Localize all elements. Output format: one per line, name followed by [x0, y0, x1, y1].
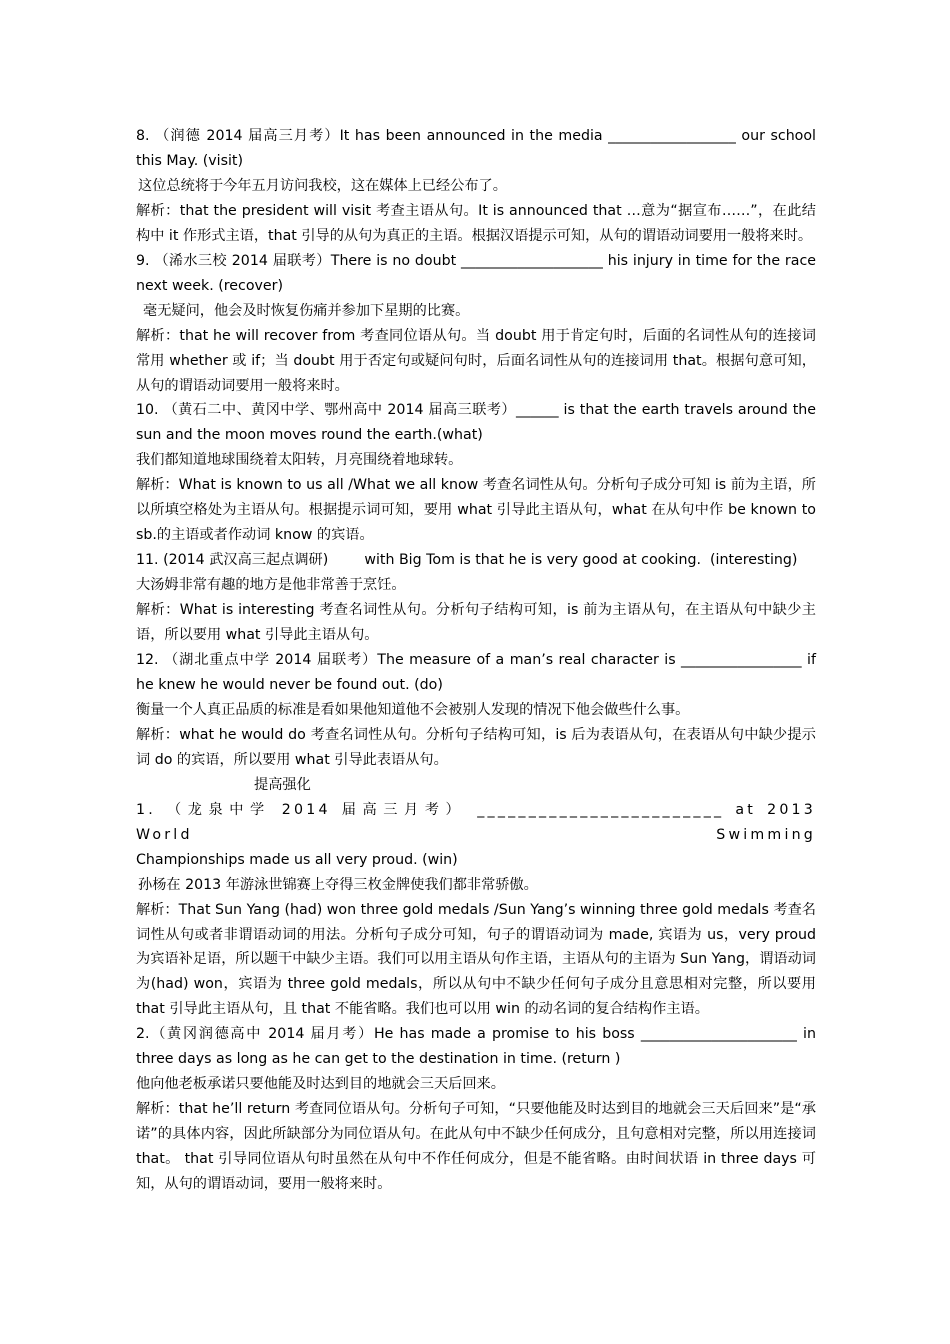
q8-analysis: 解析：that the president will visit 考查主语从句。It is announced that …意为“据宣布……”，在此结构中 it 作形式主语，that 引导的从句为真正的主语。根据汉语提示可知，从句的谓语动词要用一般将来时。: [136, 202, 816, 244]
section-title: 提高强化: [254, 776, 311, 793]
s2-analysis: 解析：that he’ll return 考查同位语从句。分析句子可知，“只要他能及时达到目的地就会三天后回来”是“承诺”的具体内容，因此所缺部分为同位语从句。在此从句中不缺少任何成分，且句意相对完整，所以用连接词 that。 that 引导同位语从句时虽然在从句中不作任何成分，但是不能省略。由时间状语 in three days 可知，从句的谓语动词，要用一般将来时。: [136, 1101, 816, 1193]
q10-question: 10. （黄石二中、黄冈中学、鄂州高中 2014 届高三联考）______ is that the earth travels around the sun and the moon moves round the earth.(what): [136, 402, 816, 444]
q11-translation: 大汤姆非常有趣的地方是他非常善于烹饪。: [136, 577, 406, 594]
document-page: [136, 124, 816, 1197]
s1-question-line2: Championships made us all very proud. (win): [136, 851, 458, 868]
q11-question: 11. (2014 武汉高三起点调研) with Big Tom is that he is very good at cooking. (interesting): [136, 552, 798, 569]
q9-translation: 毫无疑问，他会及时恢复伤痛并参加下星期的比赛。: [143, 302, 470, 319]
q12-question: 12. （湖北重点中学 2014 届联考）The measure of a man’s real character is _________________ if he knew he would never be found out. (do): [136, 652, 816, 693]
s1-analysis: 解析：That Sun Yang (had) won three gold medals /Sun Yang’s winning three gold medals 考查名词性从句或者非谓语动词的用法。分析句子成分可知，句子的谓语动词为 made, 宾语为 us，very proud 为宾语补足语，所以题干中缺少主语。我们可以用主语从句作主语，主语从句的主语为 Sun Yang，谓语动词为(had) won，宾语为 three gold medals，所以从句中不缺少任何句子成分且意思相对完整，所以要用 that 引导此主语从句，且 that 不能省略。我们也可以用 win 的动名词的复合结构作主语。: [136, 901, 816, 1018]
s2-question: 2.（黄冈润德高中 2014 届月考）He has made a promise to his boss ______________________ in three days as long as he can get to the destination in time. (return ): [136, 1026, 816, 1068]
q9-analysis: 解析：that he will recover from 考查同位语从句。当 doubt 用于肯定句时，后面的名词性从句的连接词常用 whether 或 if；当 doubt 用于否定句或疑问句时，后面名词性从句的连接词用 that。根据句意可知，从句的谓语动词要用一般将来时。: [136, 327, 816, 394]
q8-translation: 这位总统将于今年五月访问我校，这在媒体上已经公布了。: [138, 177, 507, 194]
q12-translation: 衡量一个人真正品质的标准是看如果他知道他不会被别人发现的情况下他会做些什么事。: [136, 701, 690, 718]
q9-question: 9. （浠水三校 2014 届联考）There is no doubt ____________________ his injury in time for the race next week. (recover): [136, 252, 816, 294]
s1-question-line1: 1. （龙泉中学 2014 届高三月考） ________________________ at 2013 World Swimming: [136, 801, 816, 843]
q11-analysis: 解析：What is interesting 考查名词性从句。分析句子结构可知，is 前为主语从句，在主语从句中缺少主语，所以要用 what 引导此主语从句。: [136, 602, 816, 644]
s1-translation: 孙杨在 2013 年游泳世锦赛上夺得三枚金牌使我们都非常骄傲。: [138, 876, 538, 893]
q12-analysis: 解析：what he would do 考查名词性从句。分析句子结构可知，is 后为表语从句，在表语从句中缺少提示词 do 的宾语，所以要用 what 引导此表语从句。: [136, 726, 816, 768]
q8-question: 8. （润德 2014 届高三月考）It has been announced in the media __________________ our school this May. (visit): [136, 128, 816, 169]
q10-translation: 我们都知道地球围绕着太阳转，月亮围绕着地球转。: [136, 452, 463, 469]
q10-analysis: 解析：What is known to us all /What we all know 考查名词性从句。分析句子成分可知 is 前为主语，所以所填空格处为主语从句。根据提示词可知，要用 what 引导此主语从句，what 在从句中作 be known to sb.的主语或者作动词 know 的宾语。: [136, 477, 816, 544]
s2-translation: 他向他老板承诺只要他能及时达到目的地就会三天后回来。: [136, 1076, 505, 1093]
